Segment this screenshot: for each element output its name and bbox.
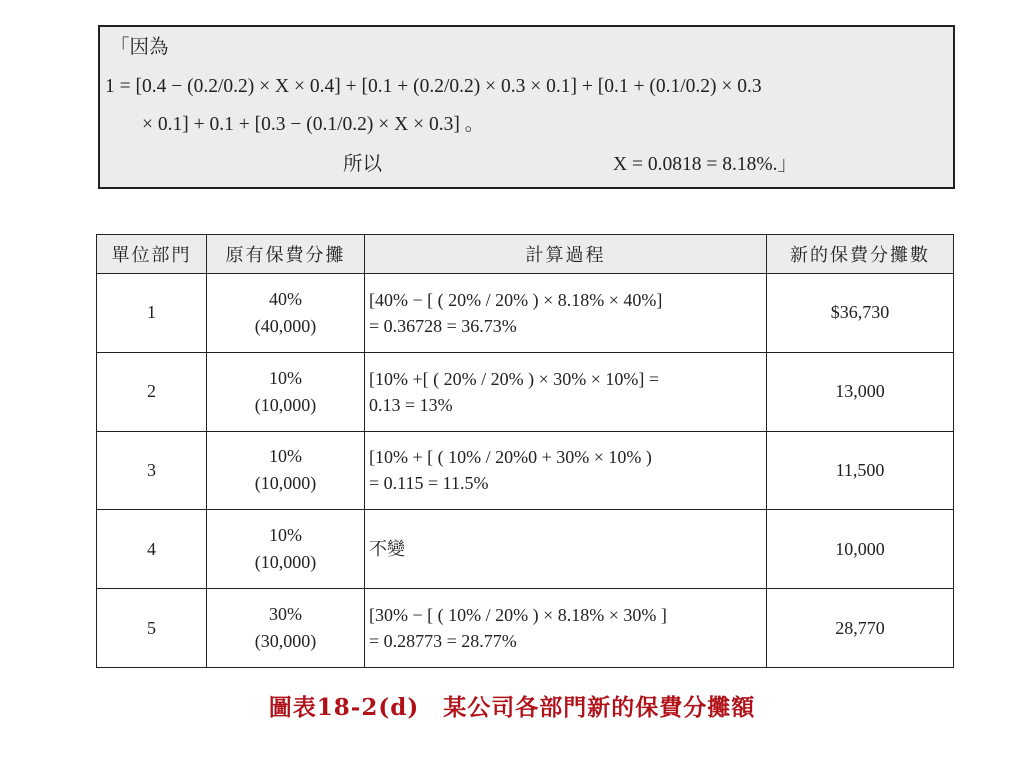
header-calculation: 計算過程 xyxy=(365,235,767,274)
original-amount: (10,000) xyxy=(254,394,317,415)
calculation-cell xyxy=(365,352,767,431)
figure-caption: 圖表18-2(d) 某公司各部門新的保費分攤額 xyxy=(268,694,756,721)
original-amount: (10,000) xyxy=(254,473,317,494)
header-new-share: 新的保費分攤數 xyxy=(767,235,954,274)
calculation-line-2: = 0.36728 = 36.73% xyxy=(369,315,517,336)
calculation-cell xyxy=(365,274,767,353)
header-original-share: 原有保費分攤 xyxy=(207,235,365,274)
original-amount: (10,000) xyxy=(254,552,317,573)
original-percent: 30% xyxy=(269,604,302,625)
formula-line-because: 「因為 xyxy=(110,37,169,58)
calculation-line-2: 0.13 = 13% xyxy=(369,394,453,415)
formula-line-result: X = 0.0818 = 8.18%.」 xyxy=(613,154,797,175)
unit-cell: 3 xyxy=(97,431,207,510)
original-percent: 10% xyxy=(269,446,302,467)
original-amount: (30,000) xyxy=(254,631,317,652)
header-unit: 單位部門 xyxy=(97,235,207,274)
original-share-cell xyxy=(207,274,365,353)
new-share-cell: 13,000 xyxy=(767,352,954,431)
calculation-cell xyxy=(365,589,767,668)
original-percent: 10% xyxy=(269,367,302,388)
formula-line-equation-cont: × 0.1] + 0.1 + [0.3 − (0.1/0.2) × X × 0.3] 。 xyxy=(142,114,485,135)
allocation-table xyxy=(96,234,954,668)
original-amount: (40,000) xyxy=(254,315,317,336)
calculation-cell xyxy=(365,510,767,589)
original-share-cell xyxy=(207,510,365,589)
new-share-cell: 28,770 xyxy=(767,589,954,668)
calculation-line-1: 不變 xyxy=(369,539,405,560)
new-share-cell: $36,730 xyxy=(767,274,954,353)
new-share-cell: 10,000 xyxy=(767,510,954,589)
calculation-line-1: [30% − [ ( 10% / 20% ) × 8.18% × 30% ] xyxy=(369,605,667,626)
table-row xyxy=(97,510,954,589)
new-share-cell: 11,500 xyxy=(767,431,954,510)
calculation-cell xyxy=(365,431,767,510)
unit-cell: 1 xyxy=(97,274,207,353)
calculation-line-2: = 0.115 = 11.5% xyxy=(369,473,489,494)
table-header-row xyxy=(97,235,954,274)
original-percent: 40% xyxy=(269,288,302,309)
original-share-cell xyxy=(207,589,365,668)
table-row xyxy=(97,431,954,510)
formula-box xyxy=(98,25,955,189)
original-percent: 10% xyxy=(269,525,302,546)
calculation-line-1: [10% + [ ( 10% / 20%0 + 30% × 10% ) xyxy=(369,447,652,468)
unit-cell: 5 xyxy=(97,589,207,668)
calculation-line-2: = 0.28773 = 28.77% xyxy=(369,631,517,652)
original-share-cell xyxy=(207,352,365,431)
unit-cell: 2 xyxy=(97,352,207,431)
original-share-cell xyxy=(207,431,365,510)
table-row xyxy=(97,589,954,668)
table-row xyxy=(97,352,954,431)
calculation-line-1: [10% +[ ( 20% / 20% ) × 30% × 10%] = xyxy=(369,368,660,389)
unit-cell: 4 xyxy=(97,510,207,589)
table-row xyxy=(97,274,954,353)
calculation-line-1: [40% − [ ( 20% / 20% ) × 8.18% × 40%] xyxy=(369,289,663,310)
formula-line-therefore: 所以 xyxy=(343,154,383,175)
formula-line-equation: 1 = [0.4 − (0.2/0.2) × X × 0.4] + [0.1 + (0.2/0.2) × 0.3 × 0.1] + [0.1 + (0.1/0.2) × 0.3 xyxy=(105,76,762,97)
